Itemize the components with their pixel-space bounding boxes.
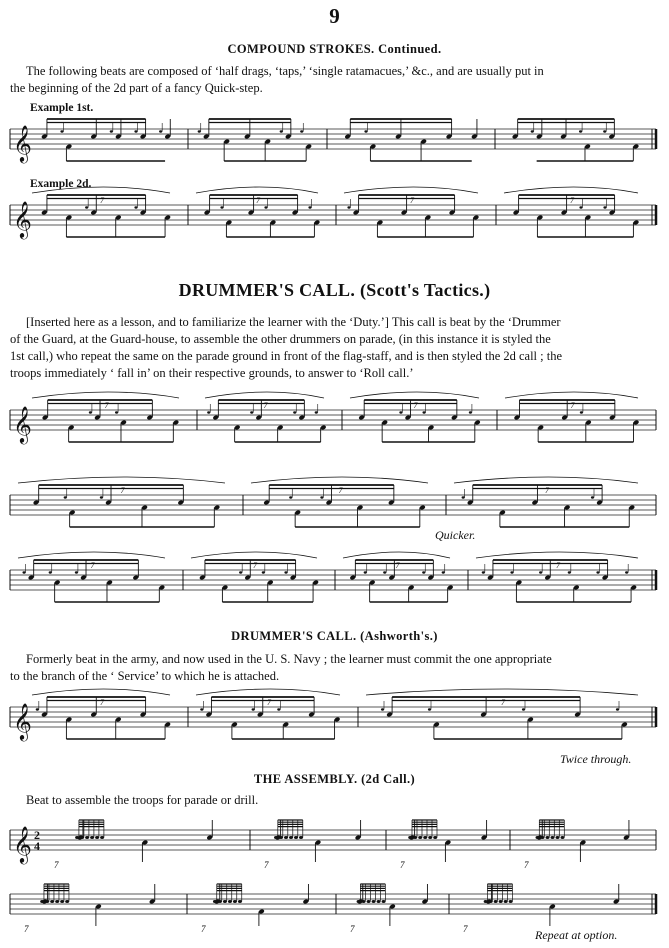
grace-note (428, 708, 431, 710)
note-head (408, 836, 412, 839)
grace-note (252, 708, 255, 710)
note-head (223, 900, 227, 903)
note-head (233, 900, 237, 903)
staff-example-2 (0, 185, 669, 245)
rest-mark: 7 (463, 924, 468, 934)
note-head (80, 836, 84, 839)
note-head (218, 900, 222, 903)
staff-scott-1 (0, 385, 669, 455)
grace-note (100, 496, 103, 498)
time-signature-top: 2 (34, 828, 40, 842)
note-head (85, 836, 89, 839)
staff-scott-2 (0, 470, 669, 540)
slur (32, 187, 170, 193)
tuplet-number: 7 (267, 698, 271, 707)
note-head (561, 836, 565, 839)
grace-note (300, 130, 303, 132)
tuplet-number: 7 (501, 698, 505, 707)
treble-clef: 𝄞 (13, 702, 32, 740)
slur (350, 392, 479, 398)
note-head (556, 836, 560, 839)
grace-note (89, 411, 92, 413)
tuplet-number: 7 (570, 401, 575, 410)
grace-note (603, 130, 606, 132)
compound-strokes-intro-line1: The following beats are composed of ‘half drags, ‘taps,’ ‘single ratamacues,’ &c., and are usually put in (26, 64, 544, 78)
drummers-call-scott-suffix: (Scott's Tactics.) (359, 280, 491, 300)
grace-note (60, 130, 63, 132)
note-head (65, 900, 69, 903)
staff-svg (0, 808, 669, 870)
grace-note (277, 708, 280, 710)
note-head (95, 836, 99, 839)
note-head (100, 836, 104, 839)
scott-para-line1: [Inserted here as a lesson, and to familiarize the learner with the ‘Duty.’] This call is beat by the ‘Drummer (26, 315, 561, 329)
twice-through-note: Twice through. (560, 752, 632, 766)
slur (32, 392, 179, 398)
grace-note (625, 571, 628, 573)
grace-note (579, 206, 582, 208)
slur (18, 552, 165, 558)
grace-note (262, 571, 265, 573)
note-head (362, 900, 366, 903)
grace-note (364, 571, 367, 573)
scott-para-line4: troops immediately ‘ fall in’ on their respective grounds, to answer to ‘Roll call.’ (10, 366, 414, 380)
note-head (367, 900, 371, 903)
note-head (541, 836, 545, 839)
slur (18, 477, 225, 483)
note-head (489, 900, 493, 903)
grace-note (462, 496, 465, 498)
slur (454, 477, 638, 483)
grace-note (49, 571, 52, 573)
treble-clef: 𝄞 (13, 124, 32, 162)
tuplet-number: 7 (120, 486, 125, 495)
tuplet-number: 7 (395, 561, 400, 570)
note-head (382, 900, 386, 903)
grace-note (36, 708, 39, 710)
slur (366, 689, 638, 695)
example-2-label: Example 2d. (30, 178, 92, 190)
slur (32, 689, 170, 695)
assembly-intro: Beat to assemble the troops for parade or drill. (26, 793, 259, 807)
grace-note (264, 206, 267, 208)
note-head (45, 900, 49, 903)
slur (505, 392, 638, 398)
note-head (289, 836, 293, 839)
tuplet-number: 7 (410, 196, 414, 205)
note-head (274, 836, 278, 839)
grace-note (522, 708, 525, 710)
rest-mark: 7 (350, 924, 355, 934)
grace-note (293, 411, 296, 413)
note-head (377, 900, 381, 903)
tuplet-number: 7 (545, 486, 549, 495)
grace-note (364, 130, 367, 132)
grace-note (134, 130, 137, 132)
grace-note (442, 571, 445, 573)
grace-note (347, 206, 350, 208)
staff-scott-3 (0, 545, 669, 615)
grace-note (616, 708, 619, 710)
note-head (299, 836, 303, 839)
assembly-title: THE ASSEMBLY. (253, 772, 358, 786)
note-head (423, 836, 427, 839)
assembly-heading (0, 772, 669, 787)
staff-svg (0, 545, 669, 615)
compound-strokes-intro-line2: the beginning of the 2d part of a fancy Quick-step. (10, 81, 263, 95)
ashworth-para-line2: to the branch of the ‘ Service’ to which he is attached. (10, 669, 280, 683)
grace-note (579, 130, 582, 132)
drummers-call-ashworth-suffix: (Ashworth's.) (360, 629, 438, 643)
rest-mark: 7 (201, 924, 206, 934)
grace-note (308, 206, 311, 208)
note-head (238, 900, 242, 903)
staff-assembly-1 (0, 808, 669, 870)
slur (196, 187, 318, 193)
tuplet-number: 7 (570, 196, 574, 205)
drummers-call-ashworth-heading (0, 629, 669, 644)
staff-svg (0, 385, 669, 455)
treble-clef: 𝄞 (13, 825, 32, 863)
grace-note (591, 496, 594, 498)
slur (205, 392, 324, 398)
grace-note (531, 130, 534, 132)
grace-note (239, 571, 242, 573)
compound-strokes-heading (0, 42, 669, 57)
staff-svg (0, 185, 669, 245)
grace-note (207, 411, 210, 413)
ashworth-para-line1: Formerly beat in the army, and now used in the U. S. Navy ; the learner must commit the one appropriate (26, 652, 552, 666)
treble-clef: 𝄞 (13, 405, 32, 443)
grace-note (482, 571, 485, 573)
tuplet-number: 7 (104, 401, 109, 410)
note-head (509, 900, 513, 903)
rest-mark: 7 (264, 860, 269, 870)
grace-note (510, 571, 513, 573)
staff-svg (0, 872, 669, 934)
grace-note (110, 130, 113, 132)
tuplet-number: 7 (100, 698, 104, 707)
grace-note (422, 571, 425, 573)
scott-para-line3: 1st call,) who repeat the same on the parade ground in front of the flag-staff, and is then styled the 2d call ; the (10, 349, 563, 363)
slur (196, 689, 340, 695)
grace-note (383, 571, 386, 573)
note-head (279, 836, 283, 839)
slur (504, 187, 638, 193)
note-head (551, 836, 555, 839)
staff-svg (0, 685, 669, 755)
note-head (428, 836, 432, 839)
grace-note (115, 411, 118, 413)
staff-example-1 (0, 110, 669, 170)
grace-note (85, 206, 88, 208)
grace-note (220, 206, 223, 208)
note-head (228, 900, 232, 903)
slur (343, 552, 450, 558)
note-head (504, 900, 508, 903)
tuplet-number: 7 (90, 561, 95, 570)
note-head (55, 900, 59, 903)
note-head (213, 900, 217, 903)
assembly-suffix: (2d Call.) (361, 772, 416, 786)
rest-mark: 7 (24, 924, 29, 934)
note-head (60, 900, 64, 903)
quicker-note: Quicker. (435, 528, 476, 542)
treble-clef: 𝄞 (13, 200, 32, 238)
note-head (499, 900, 503, 903)
time-signature-bottom: 4 (34, 839, 40, 853)
grace-note (134, 206, 137, 208)
note-head (372, 900, 376, 903)
grace-note (289, 496, 292, 498)
example-1-label: Example 1st. (30, 102, 94, 114)
tuplet-number: 7 (263, 401, 268, 410)
grace-note (250, 411, 253, 413)
note-head (413, 836, 417, 839)
repeat-note: Repeat at option. (535, 928, 618, 942)
note-head (40, 900, 44, 903)
grace-note (200, 708, 203, 710)
rest-mark: 7 (524, 860, 529, 870)
staff-svg (0, 110, 669, 170)
grace-note (422, 411, 425, 413)
tuplet-number: 7 (338, 486, 343, 495)
note-head (494, 900, 498, 903)
slur (476, 552, 638, 558)
grace-note (198, 130, 201, 132)
note-head (50, 900, 54, 903)
tuplet-number: 7 (413, 401, 418, 410)
grace-note (320, 496, 323, 498)
staff-assembly-2 (0, 872, 669, 934)
note-head (75, 836, 79, 839)
slur (344, 187, 478, 193)
grace-note (469, 411, 472, 413)
grace-note (568, 571, 571, 573)
note-head (357, 900, 361, 903)
grace-note (381, 708, 384, 710)
grace-note (280, 130, 283, 132)
note-head (284, 836, 288, 839)
grace-note (539, 571, 542, 573)
slur (251, 477, 428, 483)
note-head (294, 836, 298, 839)
grace-note (159, 130, 162, 132)
drummers-call-scott-heading (0, 280, 669, 301)
grace-note (22, 571, 25, 573)
note-head (90, 836, 94, 839)
slur (191, 552, 317, 558)
staff-ashworth (0, 685, 669, 755)
rest-mark: 7 (54, 860, 59, 870)
grace-note (603, 206, 606, 208)
tuplet-number: 7 (253, 561, 257, 570)
tuplet-number: 7 (556, 561, 560, 570)
scott-para-line2: of the Guard, at the Guard-house, to assemble the other drummers on parade, (in this instance it is styled the (10, 332, 551, 346)
tuplet-number: 7 (100, 196, 104, 205)
drummers-call-scott-title: DRUMMER'S CALL. (178, 280, 356, 300)
note-head (536, 836, 540, 839)
page-number: 9 (329, 4, 340, 28)
note-head (484, 900, 488, 903)
note-head (546, 836, 550, 839)
grace-note (596, 571, 599, 573)
note-head (418, 836, 422, 839)
grace-note (580, 411, 583, 413)
rest-mark: 7 (400, 860, 405, 870)
grace-note (75, 571, 78, 573)
note-head (433, 836, 437, 839)
tuplet-number: 7 (256, 196, 260, 205)
compound-strokes-suffix: Continued. (378, 42, 442, 56)
grace-note (64, 496, 67, 498)
drummers-call-ashworth-title: DRUMMER'S CALL. (231, 629, 357, 643)
grace-note (284, 571, 287, 573)
compound-strokes-title: COMPOUND STROKES. (227, 42, 375, 56)
staff-svg (0, 470, 669, 540)
grace-note (315, 411, 318, 413)
grace-note (399, 411, 402, 413)
